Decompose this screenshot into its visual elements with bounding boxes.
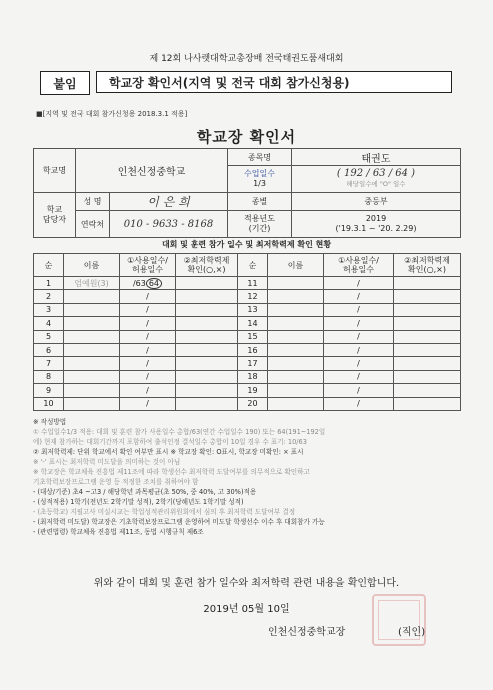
table-row: [34, 330, 461, 343]
school-label: 학교명: [34, 149, 76, 193]
table-row: [34, 357, 461, 370]
row-days-right: /: [324, 317, 394, 330]
row-days-value: /: [146, 372, 149, 382]
row-name: [64, 357, 120, 370]
table-row: [34, 303, 461, 316]
instruction-line: - (초등학교) 지필고사 미실시교는 학업성적관리위원회에서 심의 후 최저학력 도달여부 결정: [33, 508, 296, 516]
table-row: [34, 317, 461, 330]
table-row: [34, 290, 461, 303]
row-min-check-right: [394, 357, 461, 370]
row-min-check: [176, 343, 238, 356]
header-days-line1: ①사용일수/: [127, 256, 168, 265]
attendance-value: [292, 166, 461, 193]
contact-label: 연락처: [76, 211, 110, 238]
row-no: 1: [34, 277, 64, 290]
row-days-value: /63: [132, 278, 146, 288]
application-note: ■[지역 및 전국 대회 참가신청용 2018.3.1 적용]: [36, 110, 188, 118]
row-days: [120, 330, 176, 343]
row-days-value: /: [146, 305, 149, 315]
row-days-right: /: [324, 357, 394, 370]
attachment-badge: 붙임: [40, 71, 90, 95]
row-days-right: /: [324, 384, 394, 397]
row-no: 2: [34, 290, 64, 303]
header-no: 순: [34, 254, 64, 277]
row-no-right: 13: [238, 303, 268, 316]
manager-label-line1: 학교: [46, 205, 63, 214]
row-name: [64, 303, 120, 316]
row-name: [64, 370, 120, 383]
row-days: [120, 317, 176, 330]
row-name: [64, 290, 120, 303]
official-seal: [372, 594, 426, 646]
year-label: [228, 211, 292, 238]
row-min-check: [176, 290, 238, 303]
attendance-label-line1: 수업일수: [244, 169, 275, 178]
row-no: 4: [34, 317, 64, 330]
row-name: [64, 330, 120, 343]
row-days-right: /: [324, 290, 394, 303]
row-days: [120, 277, 176, 290]
row-name-right: [268, 290, 324, 303]
section-title: 대회 및 훈련 참가 일수 및 최저학력제 확인 현황: [161, 240, 332, 249]
row-no-right: 20: [238, 397, 268, 410]
row-days-right: /: [324, 277, 394, 290]
year-label-line1: 적용년도: [244, 214, 275, 223]
row-min-check-right: [394, 384, 461, 397]
row-days: [120, 370, 176, 383]
seal-label: (직인): [398, 627, 426, 638]
row-name-right: [268, 277, 324, 290]
row-name-right: [268, 357, 324, 370]
instruction-line: ② 최저학력제: 단위 학교에서 확인 여부만 표시 ※ 학교장 확인: O표시, 학교장 미확인: × 표시: [33, 448, 304, 456]
year-value: [292, 211, 461, 238]
row-days-value: /: [146, 318, 149, 328]
participation-table: [33, 253, 461, 411]
manager-label-line2: 담당자: [42, 215, 67, 224]
school-info-table: [33, 148, 461, 238]
attendance-note: 해당일수에 "O" 일수: [346, 180, 406, 188]
row-name: 엄예원(3): [64, 277, 120, 290]
row-days: [120, 357, 176, 370]
row-days-right: /: [324, 343, 394, 356]
row-no-right: 18: [238, 370, 268, 383]
row-no: 6: [34, 343, 64, 356]
row-no-right: 12: [238, 290, 268, 303]
row-min-check: [176, 277, 238, 290]
header-name-right: 이름: [268, 254, 324, 277]
header-days-right-line2: 허용일수: [343, 265, 374, 274]
row-days-value: /: [146, 359, 149, 369]
instruction-line: - (성적적용) 1학기(전년도 2학기말 성적), 2학기(당해년도 1학기말 성적): [33, 498, 244, 506]
row-name: [64, 384, 120, 397]
row-no: 5: [34, 330, 64, 343]
year-value-line2: ('19.3.1 ~ '20. 2.29): [335, 224, 417, 233]
row-days-value: /: [146, 399, 149, 409]
confirmation-text: 위와 같이 대회 및 훈련 참가 일수와 최저학력 관련 내용을 확인합니다.: [93, 578, 400, 589]
row-min-check-right: [394, 397, 461, 410]
event-value: 태권도: [292, 149, 461, 166]
manager-name: 이 은 희: [110, 193, 228, 211]
row-no: 9: [34, 384, 64, 397]
table-row: [34, 397, 461, 410]
row-name-right: [268, 397, 324, 410]
row-name-right: [268, 384, 324, 397]
header-name: 이름: [64, 254, 120, 277]
row-days-right: /: [324, 397, 394, 410]
row-min-check: [176, 370, 238, 383]
header-min-right: [394, 254, 461, 277]
header-min-right-line2: 확인(○,×): [408, 265, 446, 274]
principal-signature: 인천신정중학교장: [268, 627, 346, 638]
row-days-value: /: [146, 292, 149, 302]
instruction-line: - (최저학력 미도달) 학교장은 기초학력보장프로그램 운영하여 미도달 학생선수 이수 후 대회참가 가능: [33, 518, 325, 526]
row-no-right: 11: [238, 277, 268, 290]
row-no: 3: [34, 303, 64, 316]
row-min-check-right: [394, 343, 461, 356]
row-name: [64, 343, 120, 356]
row-min-check-right: [394, 303, 461, 316]
row-days-right: /: [324, 330, 394, 343]
row-no: 8: [34, 370, 64, 383]
row-min-check: [176, 397, 238, 410]
row-min-check: [176, 330, 238, 343]
row-days-right: /: [324, 370, 394, 383]
row-no-right: 17: [238, 357, 268, 370]
document-title: 학교장 확인서(지역 및 전국 대회 참가신청용): [96, 71, 452, 93]
header-min: [176, 254, 238, 277]
attendance-label: [228, 166, 292, 193]
event-label: 종목명: [228, 149, 292, 166]
header-days-right: [324, 254, 394, 277]
row-days: [120, 397, 176, 410]
competition-header: 제 12회 나사렛대학교총장배 전국태권도품새대회: [149, 54, 344, 64]
header-days-right-line1: ①사용일수/: [338, 256, 379, 265]
row-name-right: [268, 370, 324, 383]
row-name-right: [268, 303, 324, 316]
instruction-line: 에) 현재 참가하는 대회기간까지 포함하여 출석인정 결석일수 총합이 10일 경우 수 표기: 10/63: [33, 438, 307, 446]
row-min-check-right: [394, 290, 461, 303]
year-label-line2: (기간): [248, 224, 271, 233]
instruction-line: ① 수업일수1/3 적용: 대회 및 훈련 참가 사용일수 총합/63(연간 수업일수 190) 또는 64(191~192일: [33, 428, 326, 436]
table-row: [34, 384, 461, 397]
instruction-line: - (대상/기준) 초4 ~고3 / 해당학년 과목평균(초 50%, 중 40%, 고 30%)적용: [33, 488, 257, 496]
row-name-right: [268, 317, 324, 330]
manager-label: [34, 193, 76, 238]
table-row: [34, 277, 461, 290]
row-min-check: [176, 317, 238, 330]
row-name-right: [268, 343, 324, 356]
row-days: [120, 384, 176, 397]
instruction-line: ※ '-' 표시는 최저학력 미도달을 의미하는 것이 아님: [33, 458, 181, 466]
row-days-circled: 64: [146, 278, 162, 289]
instructions-block: [33, 417, 465, 537]
instruction-line: ※ 작성방법: [33, 418, 67, 426]
row-min-check-right: [394, 277, 461, 290]
header-days-line2: 허용일수: [132, 265, 163, 274]
year-value-line1: 2019: [365, 214, 387, 223]
row-no: 10: [34, 397, 64, 410]
row-min-check-right: [394, 330, 461, 343]
row-days-right: /: [324, 303, 394, 316]
header-days: [120, 254, 176, 277]
row-min-check: [176, 303, 238, 316]
header-min-line1: ②최저학력제: [183, 256, 230, 265]
row-no-right: 14: [238, 317, 268, 330]
header-no-right: 순: [238, 254, 268, 277]
category-value: 중등부: [292, 193, 461, 211]
attendance-label-line2: 1/3: [253, 179, 266, 188]
row-days: [120, 303, 176, 316]
issue-date: 2019년 05월 10일: [203, 604, 290, 615]
row-no-right: 19: [238, 384, 268, 397]
table-row: [34, 370, 461, 383]
instruction-line: 기초학력보장프로그램 운영 등 적정한 조치를 취하여야 함: [33, 478, 199, 486]
page-title: 학교장 확인서: [196, 128, 297, 146]
row-name: [64, 397, 120, 410]
row-days: [120, 290, 176, 303]
instruction-line: ※ 학교장은 학교체육 진흥법 제11조에 따라 학생선수 최저학력 도달여부를 의무적으로 확인하고: [33, 468, 310, 476]
contact-value: 010 - 9633 - 8168: [110, 211, 228, 238]
row-days-value: /: [146, 345, 149, 355]
category-label: 종별: [228, 193, 292, 211]
row-days: [120, 343, 176, 356]
row-no: 7: [34, 357, 64, 370]
row-min-check-right: [394, 317, 461, 330]
school-name: 인천신정중학교: [76, 149, 228, 193]
row-name-right: [268, 330, 324, 343]
header-min-line2: 확인(○,×): [187, 265, 226, 274]
row-min-check: [176, 357, 238, 370]
row-min-check-right: [394, 370, 461, 383]
row-days-value: /: [146, 385, 149, 395]
attendance-days: ( 192 / 63 / 64 ): [336, 168, 416, 179]
row-no-right: 16: [238, 343, 268, 356]
name-label: 성 명: [76, 193, 110, 211]
header-min-right-line1: ②최저학력제: [404, 256, 450, 265]
table-row: [34, 343, 461, 356]
row-no-right: 15: [238, 330, 268, 343]
instruction-line: - (관련법령) 학교체육 진흥법 제11조, 동법 시행규칙 제6조: [33, 528, 204, 536]
row-name: [64, 317, 120, 330]
row-days-value: /: [146, 332, 149, 342]
row-min-check: [176, 384, 238, 397]
